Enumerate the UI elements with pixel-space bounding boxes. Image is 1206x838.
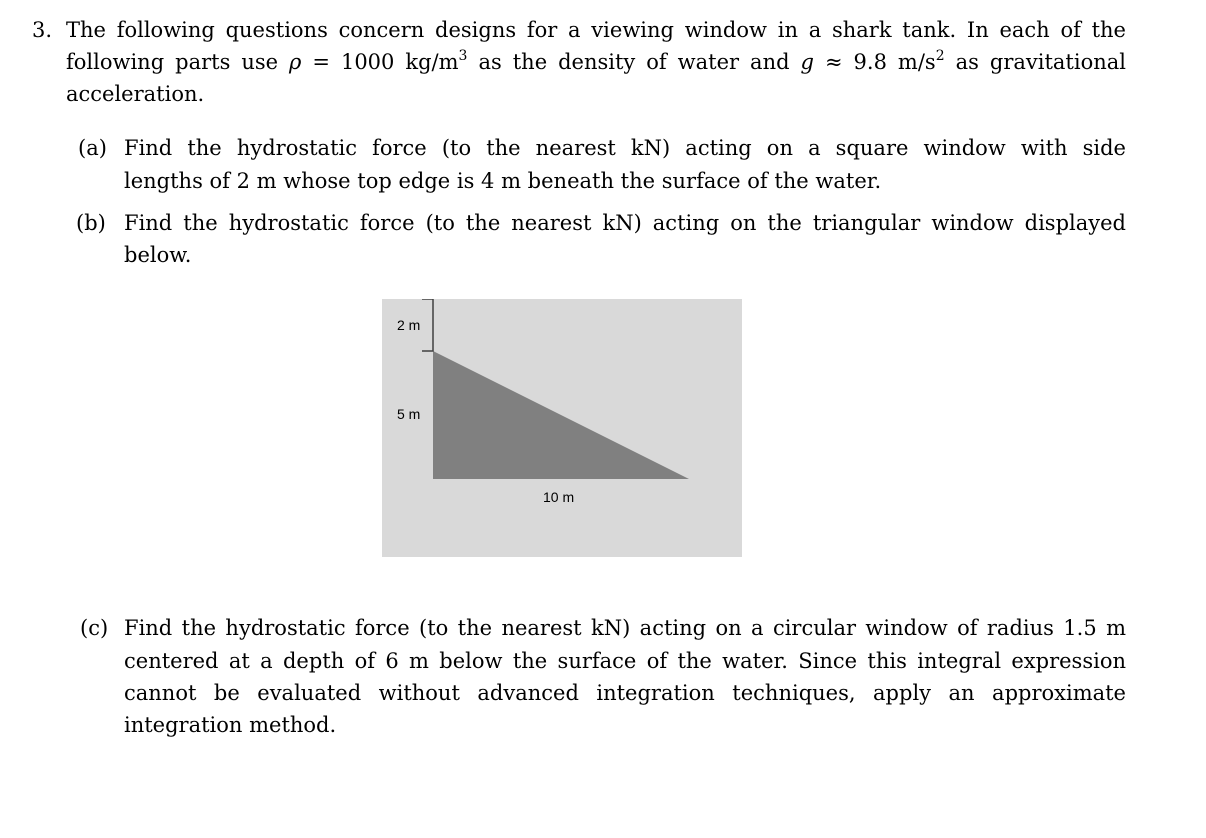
rho-symbol: ρ xyxy=(289,50,302,74)
part-c-label: (c) xyxy=(80,616,109,640)
part-c-line3: cannot be evaluated without advanced integration techniques, apply an approximate xyxy=(124,681,1126,705)
depth-bracket xyxy=(422,299,433,351)
depth-label: 2 m xyxy=(397,317,421,333)
g-exponent: 2 xyxy=(935,48,945,64)
intro-line2-a: following parts use xyxy=(66,50,279,74)
base-label: 10 m xyxy=(543,489,575,505)
rho-exponent: 3 xyxy=(458,48,468,64)
intro-line1-text: The following questions concern designs for a viewing window in a shark tank. In each of the xyxy=(66,18,1126,42)
part-a-line1: Find the hydrostatic force (to the nearest kN) acting on a square window with side xyxy=(124,136,1126,160)
part-b-label: (b) xyxy=(76,211,106,235)
part-c-line4: integration method. xyxy=(124,713,337,737)
part-a-line2: lengths of 2 m whose top edge is 4 m beneath the surface of the water. xyxy=(124,169,882,193)
intro-line3: acceleration. xyxy=(66,82,205,106)
problem-intro-line2 xyxy=(66,46,1126,78)
part-c-line1: Find the hydrostatic force (to the nearest kN) acting on a circular window of radius 1.5 m xyxy=(124,616,1126,640)
triangle-diagram xyxy=(382,299,742,557)
part-b-line2: below. xyxy=(124,243,192,267)
rho-equation: = 1000 kg/m xyxy=(312,50,459,74)
height-label: 5 m xyxy=(397,406,421,422)
part-a-label: (a) xyxy=(78,136,107,160)
triangular-window xyxy=(433,351,689,479)
g-equation: ≈ 9.8 m/s xyxy=(824,50,936,74)
part-c-line2: centered at a depth of 6 m below the surface of the water. Since this integral expression xyxy=(124,649,1126,673)
intro-line2-b: as the density of water and xyxy=(478,50,790,74)
g-symbol: g xyxy=(800,50,814,74)
intro-line2-c: as gravitational xyxy=(955,50,1126,74)
part-b-line1: Find the hydrostatic force (to the nearest kN) acting on the triangular window displayed xyxy=(124,211,1126,235)
problem-number: 3. xyxy=(32,18,53,42)
triangular-window-figure xyxy=(382,299,742,557)
